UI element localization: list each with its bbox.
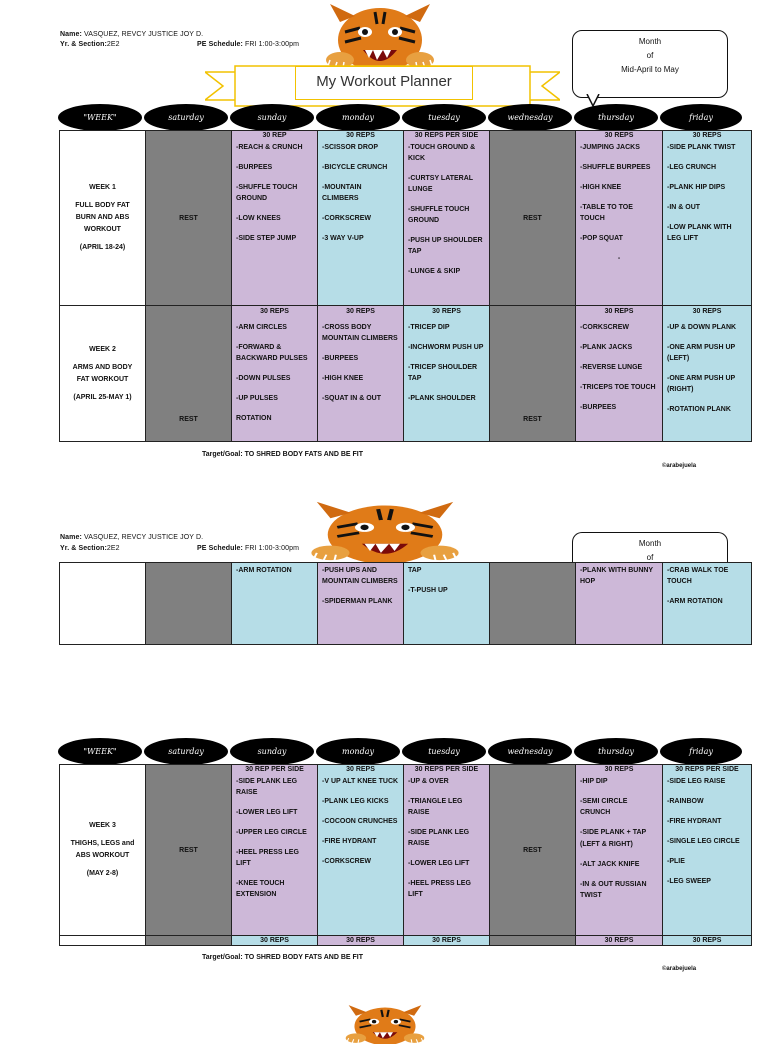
week1-tuesday-cell	[404, 131, 490, 306]
exercise-item: -POP SQUAT	[580, 235, 623, 242]
exercise-item: -SQUAT IN & OUT	[322, 395, 381, 402]
week1-label-cell	[60, 131, 146, 306]
bottom-sunday-cell	[232, 936, 318, 946]
week1-title: WEEK 1	[89, 184, 116, 191]
exercise-item: -SPIDERMAN PLANK	[322, 598, 393, 605]
week1-friday-reps: 30 REPS	[692, 132, 722, 139]
pe-value: FRI 1:00-3:00pm	[244, 41, 300, 48]
week2-label-cell	[60, 306, 146, 442]
week3-friday-cell	[663, 765, 752, 936]
week2-desc-line1: ARMS AND BODY	[72, 363, 133, 371]
exercise-item: -FIRE HYDRANT	[322, 838, 377, 845]
exercise-item: -ONE ARM PUSH UP (LEFT)	[667, 344, 736, 362]
continuation-row	[60, 563, 752, 645]
exercise-item: -SIDE PLANK TWIST	[667, 144, 736, 151]
exercise-item: -T-PUSH UP	[408, 587, 448, 594]
pe-label: PE Schedule:	[197, 545, 243, 552]
week2-tuesday-cell	[404, 306, 490, 442]
exercise-item: -ARM CIRCLES	[236, 324, 287, 331]
section-label: Yr. & Section:	[60, 545, 107, 552]
cont-saturday-cell	[146, 563, 232, 645]
week3-title: WEEK 3	[89, 822, 116, 829]
exercise-item: -PLANK WITH BUNNY HOP	[580, 567, 653, 585]
week3-monday-reps: 30 REPS	[346, 766, 375, 773]
week3-desc-line1: THIGHS, LEGS and	[70, 840, 135, 847]
exercise-item: -LEG CRUNCH	[667, 164, 716, 171]
exercise-item: -SHUFFLE BURPEES	[580, 164, 651, 171]
exercise-item: -BURPEES	[322, 355, 359, 362]
rest-label: REST	[179, 214, 198, 222]
month-label: Month	[638, 539, 662, 548]
exercise-item: -BICYCLE CRUNCH	[322, 164, 388, 171]
name-label: Name:	[60, 31, 82, 38]
bottom-friday-cell	[663, 936, 752, 946]
week2-friday-reps: 30 REPS	[692, 308, 722, 315]
exercise-item: -HIGH KNEE	[580, 184, 622, 191]
exercise-item: -CROSS BODY MOUNTAIN CLIMBERS	[322, 324, 398, 342]
week1-desc-line2: BURN AND ABS	[75, 214, 130, 221]
exercise-item: -JUMPING JACKS	[580, 144, 640, 151]
credit-text: ©arabejuela	[662, 463, 697, 469]
exercise-item: -V UP ALT KNEE TUCK	[322, 778, 399, 785]
bottom-tuesday-cell	[404, 936, 490, 946]
exercise-item: -HIP DIP	[580, 778, 608, 785]
month-range: Mid-April to May	[621, 65, 679, 74]
exercise-item: -KNEE TOUCH EXTENSION	[236, 880, 285, 898]
bottom-wednesday-cell	[490, 936, 576, 946]
rest-label: REST	[523, 214, 542, 222]
exercise-item: -HEEL PRESS LEG LIFT	[408, 880, 471, 898]
day-header-monday: monday	[316, 104, 400, 131]
week2-thursday-reps: 30 REPS	[604, 308, 634, 315]
day-header-sunday: sunday	[230, 738, 314, 765]
exercise-item: -SIDE STEP JUMP	[236, 235, 297, 242]
week1-monday-reps: 30 REPS	[346, 132, 375, 139]
week3-tuesday-cell	[404, 765, 490, 936]
exercise-item: -UP & OVER	[408, 778, 449, 785]
day-header-week: "WEEK"	[58, 738, 142, 765]
pe-schedule-line	[197, 545, 299, 552]
workout-table-page2-continuation	[59, 562, 752, 645]
exercise-item: -SIDE PLANK LEG RAISE	[236, 778, 298, 796]
exercise-item: -TRIANGLE LEG RAISE	[408, 798, 463, 816]
name-value: VASQUEZ, REVCY JUSTICE JOY D.	[83, 31, 204, 38]
week2-sunday-reps: 30 REPS	[260, 308, 289, 315]
section-line	[60, 545, 120, 552]
exercise-item: -LOW PLANK WITH LEG LIFT	[667, 224, 732, 242]
week1-tuesday-reps: 30 REPS PER SIDE	[414, 132, 479, 139]
day-header-monday: monday	[316, 738, 400, 765]
exercise-item: -INCHWORM PUSH UP	[408, 344, 484, 351]
exercise-item: -DOWN PULSES	[236, 375, 291, 382]
name-line	[60, 534, 203, 541]
tiger-mascot-icon	[310, 500, 460, 562]
week3-thursday-reps: 30 REPS	[604, 766, 634, 773]
exercise-item: -REVERSE LUNGE	[580, 364, 643, 371]
exercise-item: -CORKSCREW	[322, 858, 371, 865]
section-value: 2E2	[106, 41, 120, 48]
exercise-item: -IN & OUT	[667, 204, 701, 211]
week3-thursday-cell	[576, 765, 663, 936]
day-header-thursday: thursday	[574, 738, 658, 765]
goal-footer: Target/Goal: TO SHRED BODY FATS AND BE FIT	[202, 954, 364, 961]
day-header-thursday: thursday	[574, 104, 658, 131]
exercise-item: -TRICEP DIP	[408, 324, 450, 331]
reps-label: 30 REPS	[260, 937, 289, 944]
exercise-item: TAP	[408, 567, 422, 574]
exercise-item: -FIRE HYDRANT	[667, 818, 722, 825]
credit-text: ©arabejuela	[662, 966, 697, 972]
day-header-sunday: sunday	[230, 104, 314, 131]
day-header-saturday: saturday	[144, 104, 228, 131]
week3-monday-cell	[318, 765, 404, 936]
exercise-item: -SEMI CIRCLE CRUNCH	[580, 798, 628, 816]
exercise-item: ROTATION	[236, 415, 272, 422]
exercise-item: -SCISSOR DROP	[322, 144, 379, 151]
pe-label: PE Schedule:	[197, 41, 243, 48]
reps-label: 30 REPS	[692, 937, 722, 944]
rest-label: REST	[523, 416, 542, 423]
week1-row	[60, 131, 752, 306]
month-of: of	[646, 51, 654, 60]
reps-label: 30 REPS	[432, 937, 461, 944]
week2-saturday-rest	[146, 306, 232, 442]
week1-sunday-cell	[232, 131, 318, 306]
week2-friday-cell	[663, 306, 752, 442]
exercise-item: -HEEL PRESS LEG LIFT	[236, 849, 299, 867]
week2-title: WEEK 2	[89, 345, 116, 353]
section-label: Yr. & Section:	[60, 41, 107, 48]
week3-dates: (MAY 2-8)	[86, 870, 119, 877]
month-of: of	[646, 553, 654, 562]
exercise-item: -BURPEES	[580, 404, 617, 411]
week2-monday-cell	[318, 306, 404, 442]
week1-friday-cell	[663, 131, 752, 306]
week3-row	[60, 765, 752, 936]
bottom-saturday-cell	[146, 936, 232, 946]
week3-friday-reps: 30 REPS PER SIDE	[675, 766, 739, 773]
exercise-item: -CORKSCREW	[322, 215, 371, 222]
week2-monday-reps: 30 REPS	[346, 308, 375, 315]
section-line	[60, 41, 120, 48]
month-label: Month	[638, 37, 662, 46]
cont-monday-cell	[318, 563, 404, 645]
exercise-item: -REACH & CRUNCH	[236, 144, 303, 151]
week2-dates: (APRIL 25-MAY 1)	[73, 393, 132, 401]
week1-thursday-cell	[576, 131, 663, 306]
exercise-item: -PUSH UP SHOULDER TAP	[408, 237, 483, 255]
exercise-item: -ALT JACK KNIFE	[580, 861, 640, 868]
week2-desc-line2: FAT WORKOUT	[76, 375, 129, 383]
exercise-item: -SHUFFLE TOUCH GROUND	[236, 184, 298, 202]
exercise-item: -3 WAY V-UP	[322, 235, 364, 242]
pe-value: FRI 1:00-3:00pm	[244, 545, 300, 552]
exercise-item: -SIDE PLANK + TAP	[580, 829, 647, 836]
exercise-item: -PLANK HIP DIPS	[667, 184, 726, 191]
week3-label-cell	[60, 765, 146, 936]
exercise-item: -CRAB WALK TOE TOUCH	[667, 567, 729, 585]
planner-title: My Workout Planner	[295, 66, 473, 100]
exercise-item: -ROTATION PLANK	[667, 406, 731, 413]
week3-desc-line2: ABS WORKOUT	[75, 852, 130, 859]
rest-label: REST	[179, 416, 198, 423]
week2-sunday-cell	[232, 306, 318, 442]
exercise-item: -RAINBOW	[667, 798, 704, 805]
day-header-saturday: saturday	[144, 738, 228, 765]
day-header-friday: friday	[660, 104, 742, 131]
exercise-item: -ONE ARM PUSH UP (RIGHT)	[667, 375, 736, 393]
reps-label: 30 REPS	[346, 937, 375, 944]
week1-desc-line1: FULL BODY FAT	[75, 202, 130, 209]
week2-wednesday-rest	[490, 306, 576, 442]
cont-wednesday-cell	[490, 563, 576, 645]
day-header-wednesday: wednesday	[488, 738, 572, 765]
name-line	[60, 31, 203, 38]
cont-sunday-cell	[232, 563, 318, 645]
week2-tuesday-reps: 30 REPS	[432, 308, 461, 315]
goal-footer: Target/Goal: TO SHRED BODY FATS AND BE FIT	[202, 451, 364, 458]
name-value: VASQUEZ, REVCY JUSTICE JOY D.	[83, 534, 204, 541]
exercise-item: -CORKSCREW	[580, 324, 629, 331]
exercise-item: -SIDE PLANK LEG RAISE	[408, 829, 470, 847]
month-bubble	[572, 30, 728, 98]
section-value: 2E2	[106, 545, 120, 552]
week3-sunday-cell	[232, 765, 318, 936]
name-label: Name:	[60, 534, 82, 541]
rest-label: REST	[523, 846, 542, 854]
day-header-wednesday: wednesday	[488, 104, 572, 131]
week1-thursday-reps: 30 REPS	[604, 132, 634, 139]
workout-table-page1	[59, 130, 752, 442]
cont-thursday-cell	[576, 563, 663, 645]
bottom-thursday-cell	[576, 936, 663, 946]
week2-thursday-cell	[576, 306, 663, 442]
exercise-item: -PUSH UPS AND MOUNTAIN CLIMBERS	[322, 567, 398, 585]
week3-saturday-rest	[146, 765, 232, 936]
exercise-item: -SIDE LEG RAISE	[667, 778, 726, 785]
exercise-item: -MOUNTAIN CLIMBERS	[322, 184, 362, 202]
week1-wednesday-rest	[490, 131, 576, 306]
exercise-item: -ARM ROTATION	[667, 598, 723, 605]
week1-monday-cell	[318, 131, 404, 306]
exercise-item: -IN & OUT RUSSIAN TWIST	[580, 881, 647, 899]
tiger-mascot-icon	[345, 1004, 425, 1044]
exercise-item: -TOUCH GROUND & KICK	[408, 144, 476, 162]
week3-wednesday-rest	[490, 765, 576, 936]
exercise-item: -LOW KNEES	[236, 215, 281, 222]
exercise-item: -TRICEP SHOULDER TAP	[408, 364, 478, 382]
exercise-item: -PLANK SHOULDER	[408, 395, 476, 402]
week2-row	[60, 306, 752, 442]
week1-desc-line3: WORKOUT	[84, 226, 121, 233]
exercise-item: -BURPEES	[236, 164, 273, 171]
week3-sunday-reps: 30 REP PER SIDE	[245, 766, 304, 773]
exercise-item: -	[617, 255, 621, 262]
cont-week-cell	[60, 563, 146, 645]
week1-saturday-rest	[146, 131, 232, 306]
bottom-week-cell	[60, 936, 146, 946]
workout-table-week3	[59, 764, 752, 946]
week1-dates: (APRIL 18-24)	[79, 244, 126, 251]
bottom-monday-cell	[318, 936, 404, 946]
pe-schedule-line	[197, 41, 299, 48]
exercise-item: -PLIE	[667, 858, 685, 865]
exercise-item: -LOWER LEG LIFT	[236, 809, 298, 816]
exercise-item: -ARM ROTATION	[236, 567, 292, 574]
reps-label: 30 REPS	[604, 937, 634, 944]
exercise-item: -COCOON CRUNCHES	[322, 818, 398, 825]
day-header-friday: friday	[660, 738, 742, 765]
exercise-item: -PLANK LEG KICKS	[322, 798, 389, 805]
exercise-item: -FORWARD & BACKWARD PULSES	[236, 344, 308, 362]
exercise-item: -SINGLE LEG CIRCLE	[667, 838, 740, 845]
exercise-item: -CURTSY LATERAL LUNGE	[408, 175, 473, 193]
rest-label: REST	[179, 846, 198, 854]
exercise-item: -TRICEPS TOE TOUCH	[580, 384, 656, 391]
exercise-item: -UP PULSES	[236, 395, 278, 402]
day-header-tuesday: tuesday	[402, 104, 486, 131]
cont-friday-cell	[663, 563, 752, 645]
week3-tuesday-reps: 30 REPS PER SIDE	[414, 766, 479, 773]
exercise-item: (LEFT & RIGHT)	[580, 841, 633, 848]
exercise-item: -UPPER LEG CIRCLE	[236, 829, 307, 836]
day-header-tuesday: tuesday	[402, 738, 486, 765]
cont-tuesday-cell	[404, 563, 490, 645]
week3-bottom-row	[60, 936, 752, 946]
exercise-item: -SHUFFLE TOUCH GROUND	[408, 206, 470, 224]
exercise-item: -LEG SWEEP	[667, 878, 711, 885]
day-header-week: "WEEK"	[58, 104, 142, 131]
exercise-item: -TABLE TO TOE TOUCH	[580, 204, 633, 222]
exercise-item: -HIGH KNEE	[322, 375, 364, 382]
week1-sunday-reps: 30 REP	[262, 132, 287, 139]
exercise-item: -UP & DOWN PLANK	[667, 324, 737, 331]
exercise-item: -LOWER LEG LIFT	[408, 860, 470, 867]
exercise-item: -LUNGE & SKIP	[408, 268, 461, 275]
exercise-item: -PLANK JACKS	[580, 344, 633, 351]
